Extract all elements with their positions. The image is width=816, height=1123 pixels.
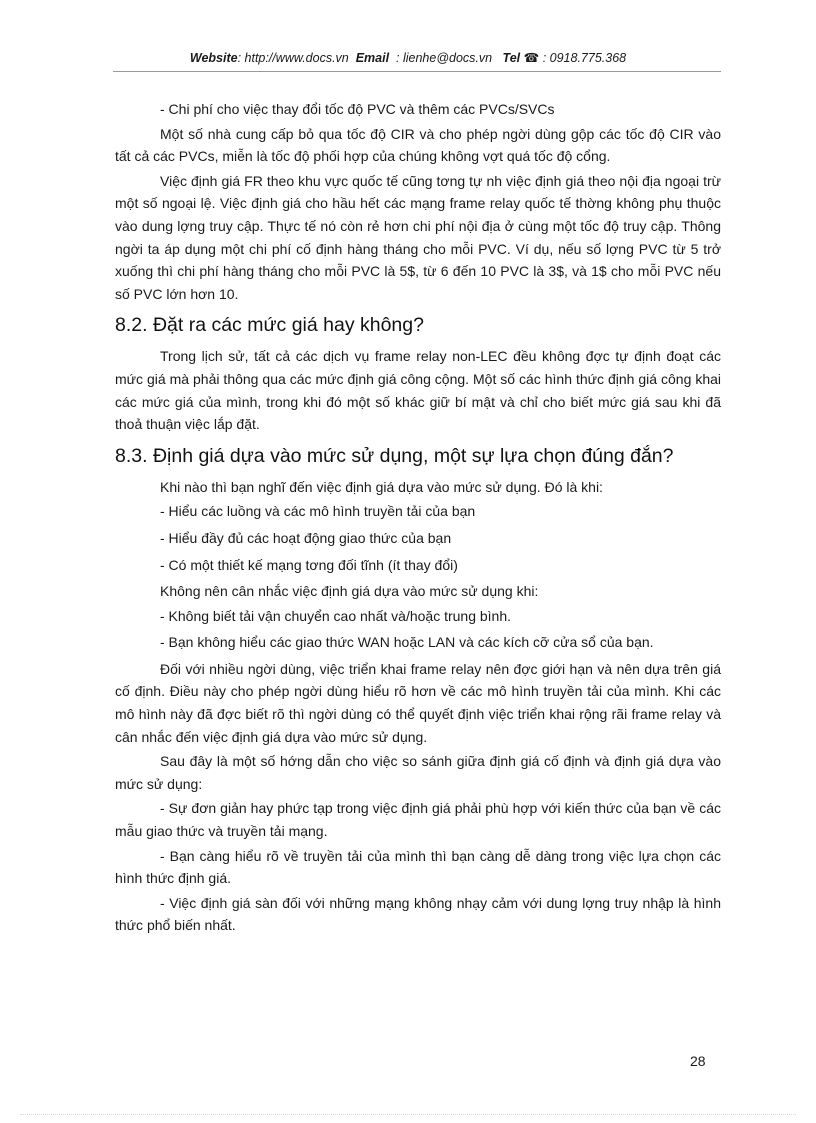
heading-8-2: 8.2. Đặt ra các mức giá hay không?	[115, 314, 424, 337]
guideline-item: - Sự đơn giản hay phức tạp trong việc định giá phải phù hợp với kiến thức của bạn về các mẫu giao thức và truyền tải mạng.	[115, 800, 721, 840]
list-item: - Không biết tải vận chuyển cao nhất và/hoặc trung bình.	[160, 607, 512, 624]
paragraph-guidelines: Sau đây là một số hớng dẫn cho việc so sánh giữa định giá cố định và định giá dựa vào mức sử dụng:	[115, 753, 721, 792]
phone-icon: ☎	[523, 51, 540, 65]
document-body	[115, 98, 721, 939]
email-label: Email	[355, 51, 390, 65]
guideline-item: - Bạn càng hiểu rõ về truyền tải của mình thì bạn càng dễ dàng trong việc lựa chọn các hình thức định giá.	[115, 847, 721, 887]
list-item: - Bạn không hiểu các giao thức WAN hoặc LAN và các kích cỡ cửa sổ của bạn.	[160, 634, 654, 651]
page-number: 28	[690, 1053, 706, 1069]
guideline-item: - Việc định giá sàn đối với những mạng không nhạy cảm với dung lợng truy nhập là hình thức phổ biến nhất.	[115, 894, 721, 934]
email-value: : lienhe@docs.vn	[396, 51, 493, 65]
bottom-divider	[20, 1114, 796, 1115]
tel-value: : 0918.775.368	[542, 51, 627, 65]
list-item: - Hiểu đầy đủ các hoạt động giao thức của bạn	[160, 529, 452, 546]
list-item: - Có một thiết kế mạng tơng đối tĩnh (ít thay đổi)	[160, 556, 458, 573]
tel-label: Tel	[502, 51, 521, 65]
paragraph-international-pricing: Việc định giá FR theo khu vực quốc tế cũng tơng tự nh việc định giá theo nội địa ngoại trừ một số ngoại lệ. Việc định giá cho hầu hết các mạng frame relay quốc tế thờng không phụ thuộc vào dung lợng truy cập. Thực tế nó còn rẻ hơn chi phí nội địa ở cùng một tốc độ truy cập. Thông ngời ta áp dụng một chi phí cố định hàng tháng cho mỗi PVC. Ví dụ, nếu số lợng PVC từ 5 trở xuống thì chi phí hàng tháng cho mỗi PVC là 5$, từ 6 đến 10 PVC là 3$, và 1$ cho mỗi PVC nếu số PVC lớn hơn 10.	[115, 172, 721, 302]
paragraph-when-not: Không nên cân nhắc việc định giá dựa vào mức sử dụng khi:	[160, 583, 539, 600]
header-divider	[113, 71, 721, 72]
website-label: Website	[189, 51, 238, 65]
list-item: - Hiểu các luồng và các mô hình truyền tải của bạn	[160, 503, 476, 520]
intro-dash: - Chi phí cho việc thay đổi tốc độ PVC và thêm các PVCs/SVCs	[160, 101, 555, 117]
paragraph-users: Đối với nhiều ngời dùng, việc triển khai frame relay nên đợc giới hạn và nên dựa trên giá cố định. Điều này cho phép ngời dùng hiểu rõ hơn về các mô hình truyền tải của mình. Khi các mô hình này đã đợc biết rõ thì ngời dùng có thể quyết định việc triển khai rộng rãi frame relay và cân nhắc đến việc định giá dựa vào mức sử dụng.	[115, 660, 721, 745]
website-value: : http://www.docs.vn	[237, 51, 349, 65]
paragraph-history: Trong lịch sử, tất cả các dịch vụ frame relay non-LEC đều không đợc tự định đoạt các mức giá mà phải thông qua các mức định giá công cộng. Một số các hình thức định giá công khai các mức giá của mình, trong khi đó một số khác giữ bí mật và chỉ cho biết mức giá sau khi đã thoả thuận việc lắp đặt.	[115, 348, 721, 433]
paragraph-cir: Một số nhà cung cấp bỏ qua tốc độ CIR và cho phép ngời dùng gộp các tốc độ CIR vào tất cả các PVCs, miễn là tốc độ phối hợp của chúng không vợt quá tốc độ cổng.	[115, 125, 721, 165]
paragraph-when: Khi nào thì bạn nghĩ đến việc định giá dựa vào mức sử dụng. Đó là khi:	[160, 478, 603, 495]
heading-8-3: 8.3. Định giá dựa vào mức sử dụng, một sự lựa chọn đúng đắn?	[115, 444, 674, 467]
page-header	[0, 50, 816, 65]
